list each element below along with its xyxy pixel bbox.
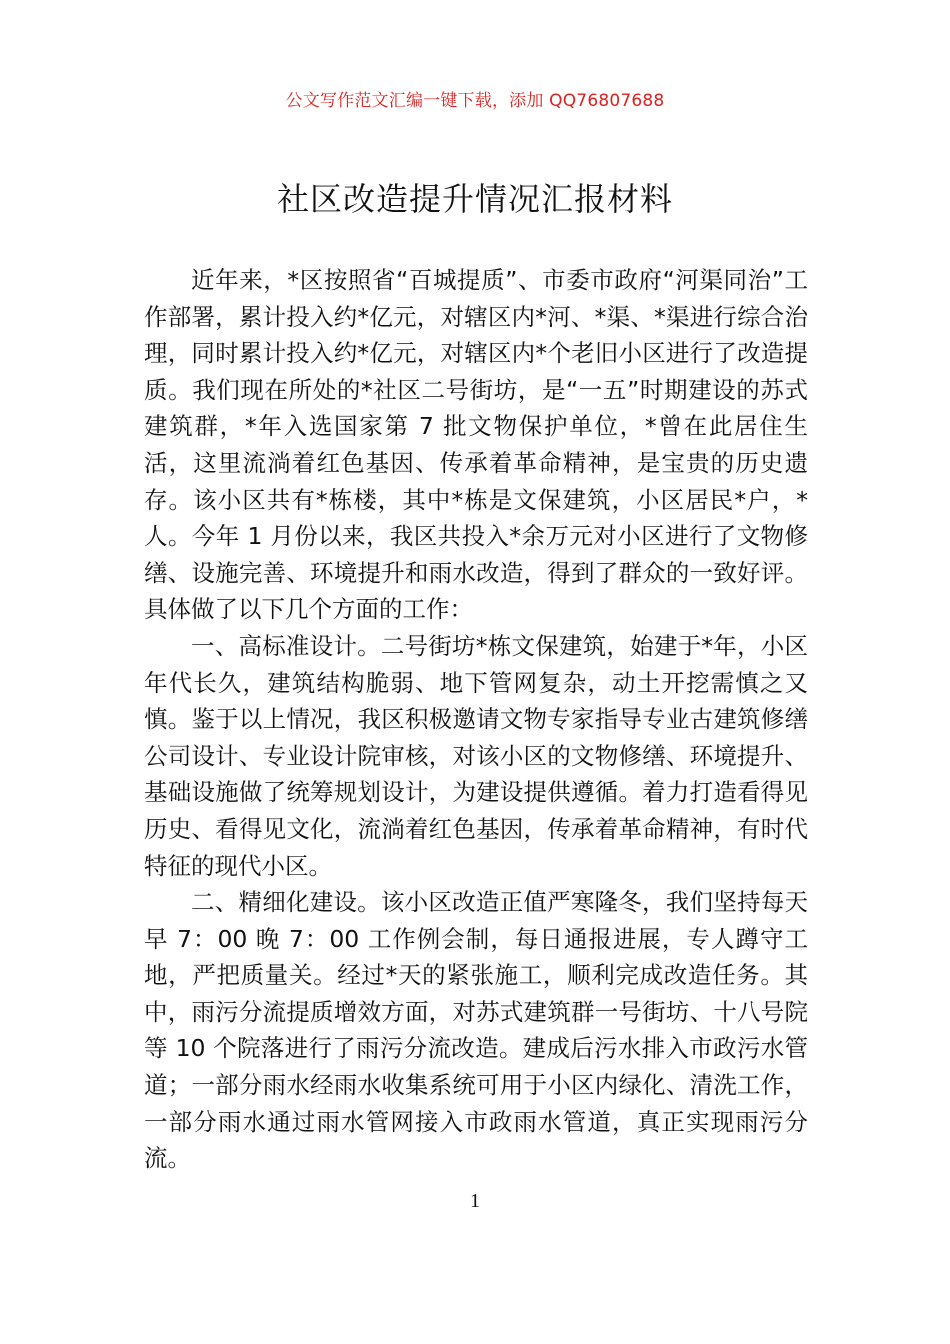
page-number: 1	[470, 1190, 480, 1212]
paragraph-construction: 二、精细化建设。该小区改造正值严寒隆冬，我们坚持每天早 7：00 晚 7：00 工作例会制，每日通报进展，专人蹲守工地，严把质量关。经过*天的紧张施工，顺利完成改造任务。其中，雨污分流提质增效方面，对苏式建筑群一号街坊、十八号院等 10 个院落进行了雨污分流改造。建成后污水排入市政污水管道；一部分雨水经雨水收集系统可用于小区内绿化、清洗工作，一部分雨水通过雨水管网接入市政雨水管道，真正实现雨污分流。	[144, 888, 808, 1173]
paragraph-design: 一、高标准设计。二号街坊*栋文保建筑，始建于*年，小区年代长久，建筑结构脆弱、地下管网复杂，动土开挖需慎之又慎。鉴于以上情况，我区积极邀请文物专家指导专业古建筑修缮公司设计、专业设计院审核，对该小区的文物修缮、环境提升、基础设施做了统筹规划设计，为建设提供遵循。着力打造看得见历史、看得见文化，流淌着红色基因，传承着革命精神，有时代特征的现代小区。	[144, 631, 808, 880]
document-body	[144, 262, 808, 1177]
paragraph-intro: 近年来，*区按照省“百城提质”、市委市政府“河渠同治”工作部署，累计投入约*亿元，对辖区内*河、*渠、*渠进行综合治理，同时累计投入约*亿元，对辖区内*个老旧小区进行了改造提质。我们现在所处的*社区二号街坊，是“一五”时期建设的苏式建筑群，*年入选国家第 7 批文物保护单位，*曾在此居住生活，这里流淌着红色基因、传承着革命精神，是宝贵的历史遗存。该小区共有*栋楼，其中*栋是文保建筑，小区居民*户，*人。今年 1 月份以来，我区共投入*余万元对小区进行了文物修缮、设施完善、环境提升和雨水改造，得到了群众的一致好评。具体做了以下几个方面的工作：	[144, 266, 809, 624]
document-title: 社区改造提升情况汇报材料	[276, 180, 673, 218]
header-note: 公文写作范文汇编一键下载，添加 QQ76807688	[285, 91, 665, 111]
